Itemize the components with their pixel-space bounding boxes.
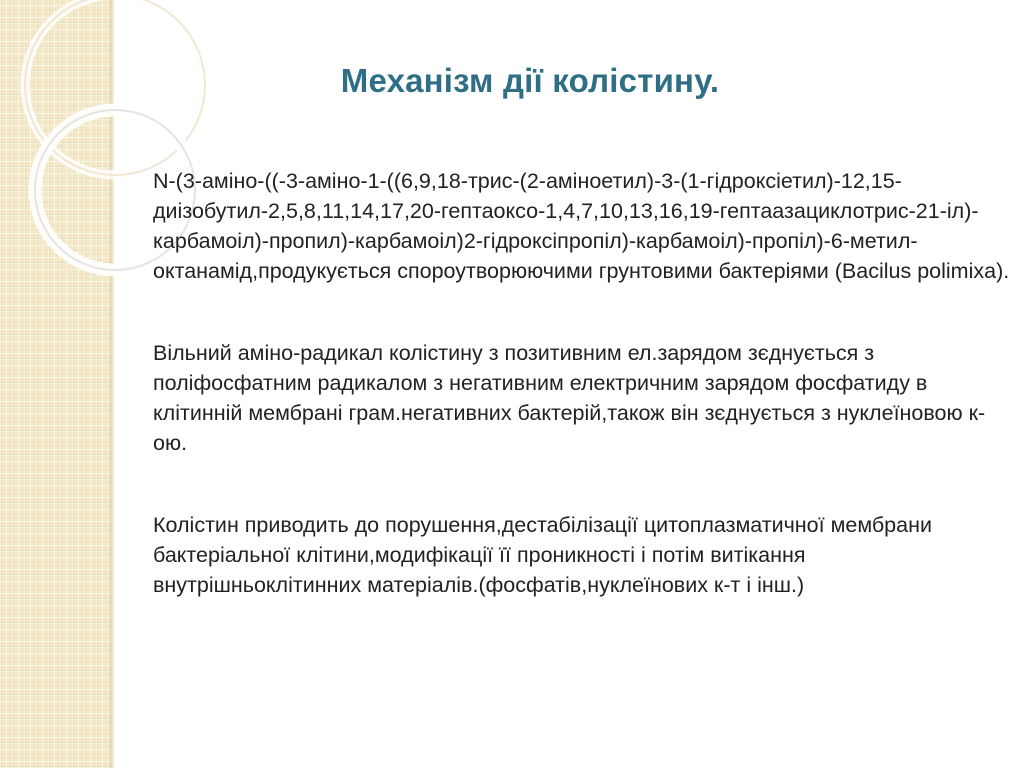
paragraph-binding-mechanism: Вільний аміно-радикал колістину з позитивним ел.зарядом зєднується з поліфосфатним радикалом з негативним електричним зарядом фосфатиду в клітинній мембрані грам.негативних бактерій,також він зєднується з нуклеїновою к-ою. — [153, 341, 986, 455]
paragraph-chemical-name: N-(3-аміно-((-3-аміно-1-((6,9,18-трис-(2-аміноетил)-3-(1-гідроксіетил)-12,15-диізобутил-2,5,8,11,14,17,20-гептаоксо-1,4,7,10,13,16,19-гептаазациклотрис-21-іл)-карбамоіл)-пропил)-карбамоіл)2-гідроксіпропіл)-карбамоіл)-пропіл)-6-метил-октанамід,продукується спороутворюючими грунтовими бактеріями (Bacilus polimixa). — [153, 169, 1010, 283]
band-edge — [110, 0, 114, 768]
decorative-side-band — [0, 0, 113, 768]
slide-body — [153, 166, 1013, 652]
slide-title: Механізм дії колістину. — [340, 62, 720, 99]
paragraph-membrane-effect: Колістин приводить до порушення,дестабілізації цитоплазматичної мембрани бактеріальної клітини,модифікації її проникності і потім витікання внутрішньоклітинних матеріалів.(фосфатів,нуклеїнових к-т і інш.) — [153, 513, 932, 597]
